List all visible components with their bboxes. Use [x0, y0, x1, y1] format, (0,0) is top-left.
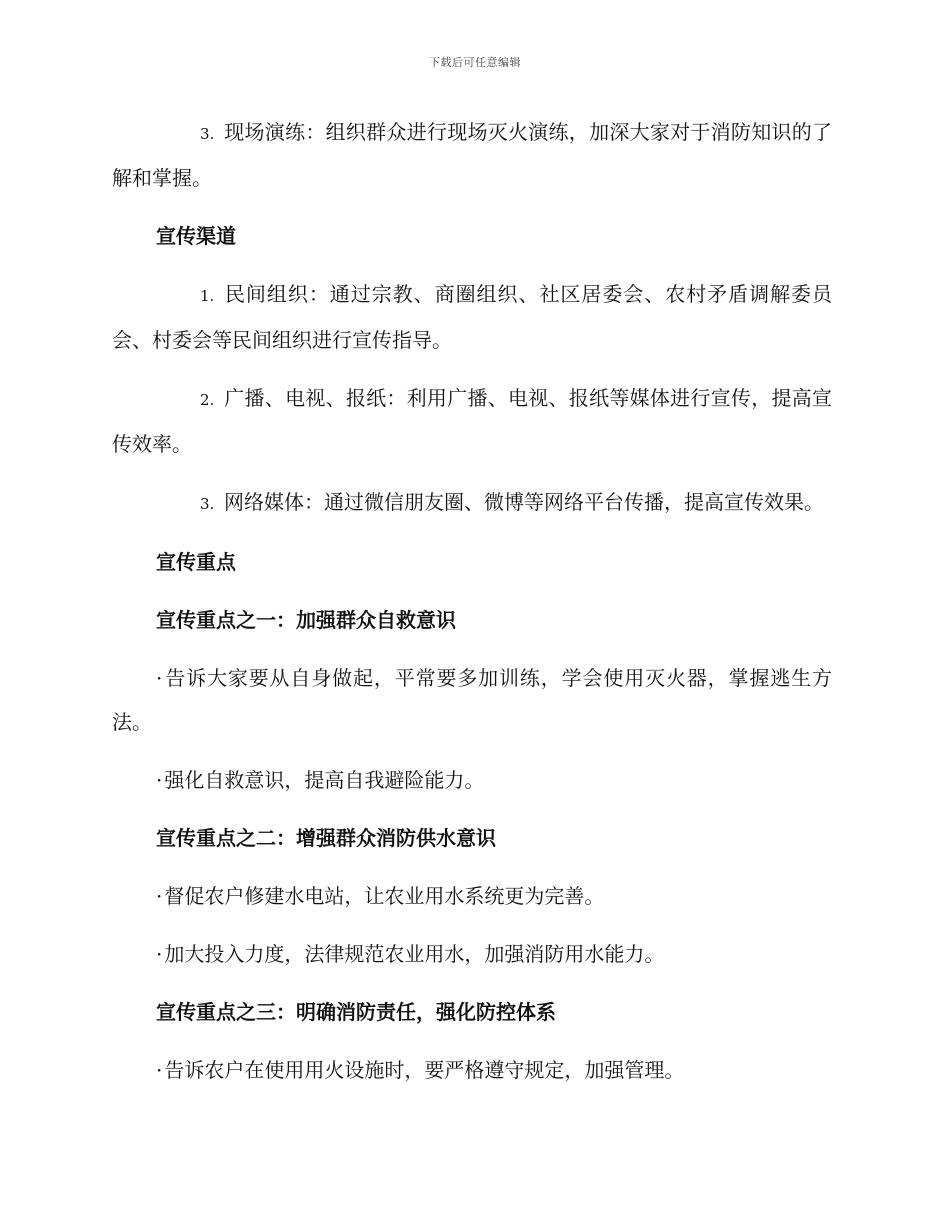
section-heading: 宣传渠道: [156, 224, 236, 248]
paragraph-text: 民间组织：通过宗教、商圈组织、社区居委会、农村矛盾调解委员会、村委会等民间组织进行宣传指导。: [112, 282, 832, 352]
list-number: 3.: [200, 495, 215, 513]
bullet-paragraph: [112, 1048, 832, 1092]
paragraph-text: 现场演练：组织群众进行现场灭火演练，加深大家对于消防知识的了解和掌握。: [112, 120, 832, 190]
paragraph-text: 加大投入力度，法律规范农业用水，加强消防用水能力。: [164, 942, 665, 966]
paragraph-text: 告诉农户在使用用火设施时，要严格遵守规定，加强管理。: [164, 1058, 685, 1082]
paragraph-text: 广播、电视、报纸：利用广播、电视、报纸等媒体进行宣传，提高宣传效率。: [112, 386, 832, 456]
bullet-icon: ·: [156, 1058, 163, 1082]
bullet-paragraph: [112, 874, 832, 918]
subsection-heading: 宣传重点之一：加强群众自救意识: [156, 608, 456, 632]
section-heading: 宣传重点: [156, 550, 236, 574]
numbered-paragraph: [112, 480, 832, 526]
subsection-heading: 宣传重点之二：增强群众消防供水意识: [156, 826, 496, 850]
paragraph-text: 网络媒体：通过微信朋友圈、微博等网络平台传播，提高宣传效果。: [224, 490, 824, 514]
bullet-icon: ·: [156, 666, 163, 690]
bullet-icon: ·: [156, 884, 163, 908]
list-number: 1.: [200, 287, 215, 305]
bullet-paragraph: [112, 758, 832, 802]
paragraph-text: 强化自救意识，提高自我避险能力。: [164, 768, 485, 792]
numbered-paragraph: [112, 272, 832, 362]
bullet-paragraph: [112, 932, 832, 976]
document-body: [112, 110, 832, 1106]
numbered-paragraph: [112, 376, 832, 466]
bullet-paragraph: [112, 656, 832, 744]
paragraph-text: 告诉大家要从自身做起，平常要多加训练，学会使用灭火器，掌握逃生方法。: [112, 666, 832, 734]
list-number: 3.: [200, 125, 215, 143]
bullet-icon: ·: [156, 768, 163, 792]
numbered-paragraph: [112, 110, 832, 200]
paragraph-text: 督促农户修建水电站，让农业用水系统更为完善。: [164, 884, 605, 908]
bullet-icon: ·: [156, 942, 163, 966]
subsection-heading: 宣传重点之三：明确消防责任，强化防控体系: [156, 1000, 556, 1024]
list-number: 2.: [200, 391, 215, 409]
page-header: 下载后可任意编辑: [429, 56, 521, 69]
